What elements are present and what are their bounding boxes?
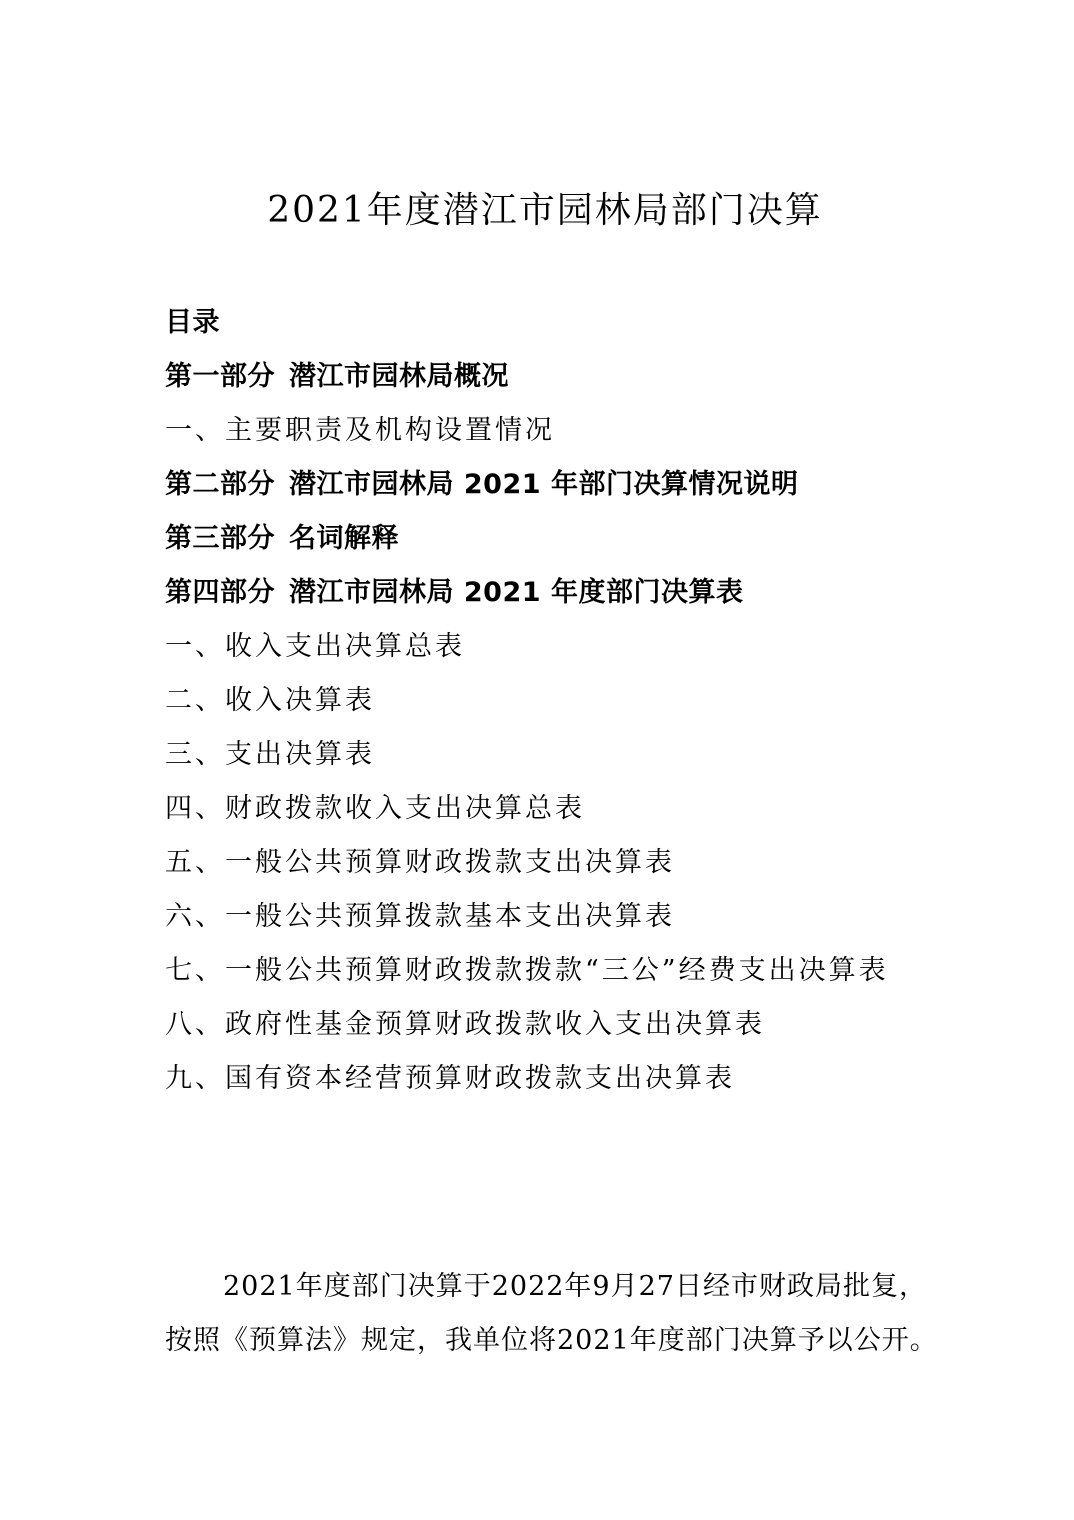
toc-part-1-label: 第一部分 [165, 361, 275, 392]
toc-item-1-1: 一、主要职责及机构设置情况 [165, 415, 555, 446]
toc-table-item: 三、支出决算表 [165, 739, 375, 770]
toc-table-item: 九、国有资本经营预算财政拨款支出决算表 [165, 1063, 735, 1094]
toc-table-item: 四、财政拨款收入支出决算总表 [165, 793, 585, 824]
page-title: 2021年度潜江市园林局部门决算 [267, 190, 823, 231]
toc-part-4 [165, 566, 965, 620]
toc-table-item: 六、一般公共预算拨款基本支出决算表 [165, 901, 675, 932]
toc-part-1-text: 潜江市园林局概况 [289, 361, 509, 392]
toc-part-3-text: 名词解释 [289, 523, 399, 554]
toc-part-4-text: 潜江市园林局 2021 年度部门决算表 [289, 577, 744, 608]
toc-table-item: 八、政府性基金预算财政拨款收入支出决算表 [165, 1009, 765, 1040]
toc-part-4-label: 第四部分 [165, 577, 275, 608]
toc-part-2-label: 第二部分 [165, 469, 275, 500]
toc-part-3 [165, 512, 965, 566]
disclosure-note-line-1: 2021年度部门决算于2022年9月27日经市财政局批复， [223, 1271, 927, 1302]
toc-table-item: 二、收入决算表 [165, 685, 375, 716]
toc-heading: 目录 [165, 307, 220, 338]
toc-part-1 [165, 350, 965, 404]
toc-table-item: 五、一般公共预算财政拨款支出决算表 [165, 847, 675, 878]
disclosure-note-line-2: 按照《预算法》规定，我单位将2021年度部门决算予以公开。 [165, 1325, 938, 1356]
toc-table-item: 一、收入支出决算总表 [165, 631, 465, 662]
disclosure-note [165, 1260, 945, 1368]
toc-part-3-label: 第三部分 [165, 523, 275, 554]
toc-part-2-text: 潜江市园林局 2021 年部门决算情况说明 [289, 469, 799, 500]
table-of-contents [165, 296, 965, 1106]
toc-part-2 [165, 458, 965, 512]
toc-table-item: 七、一般公共预算财政拨款拨款“三公”经费支出决算表 [165, 955, 889, 986]
